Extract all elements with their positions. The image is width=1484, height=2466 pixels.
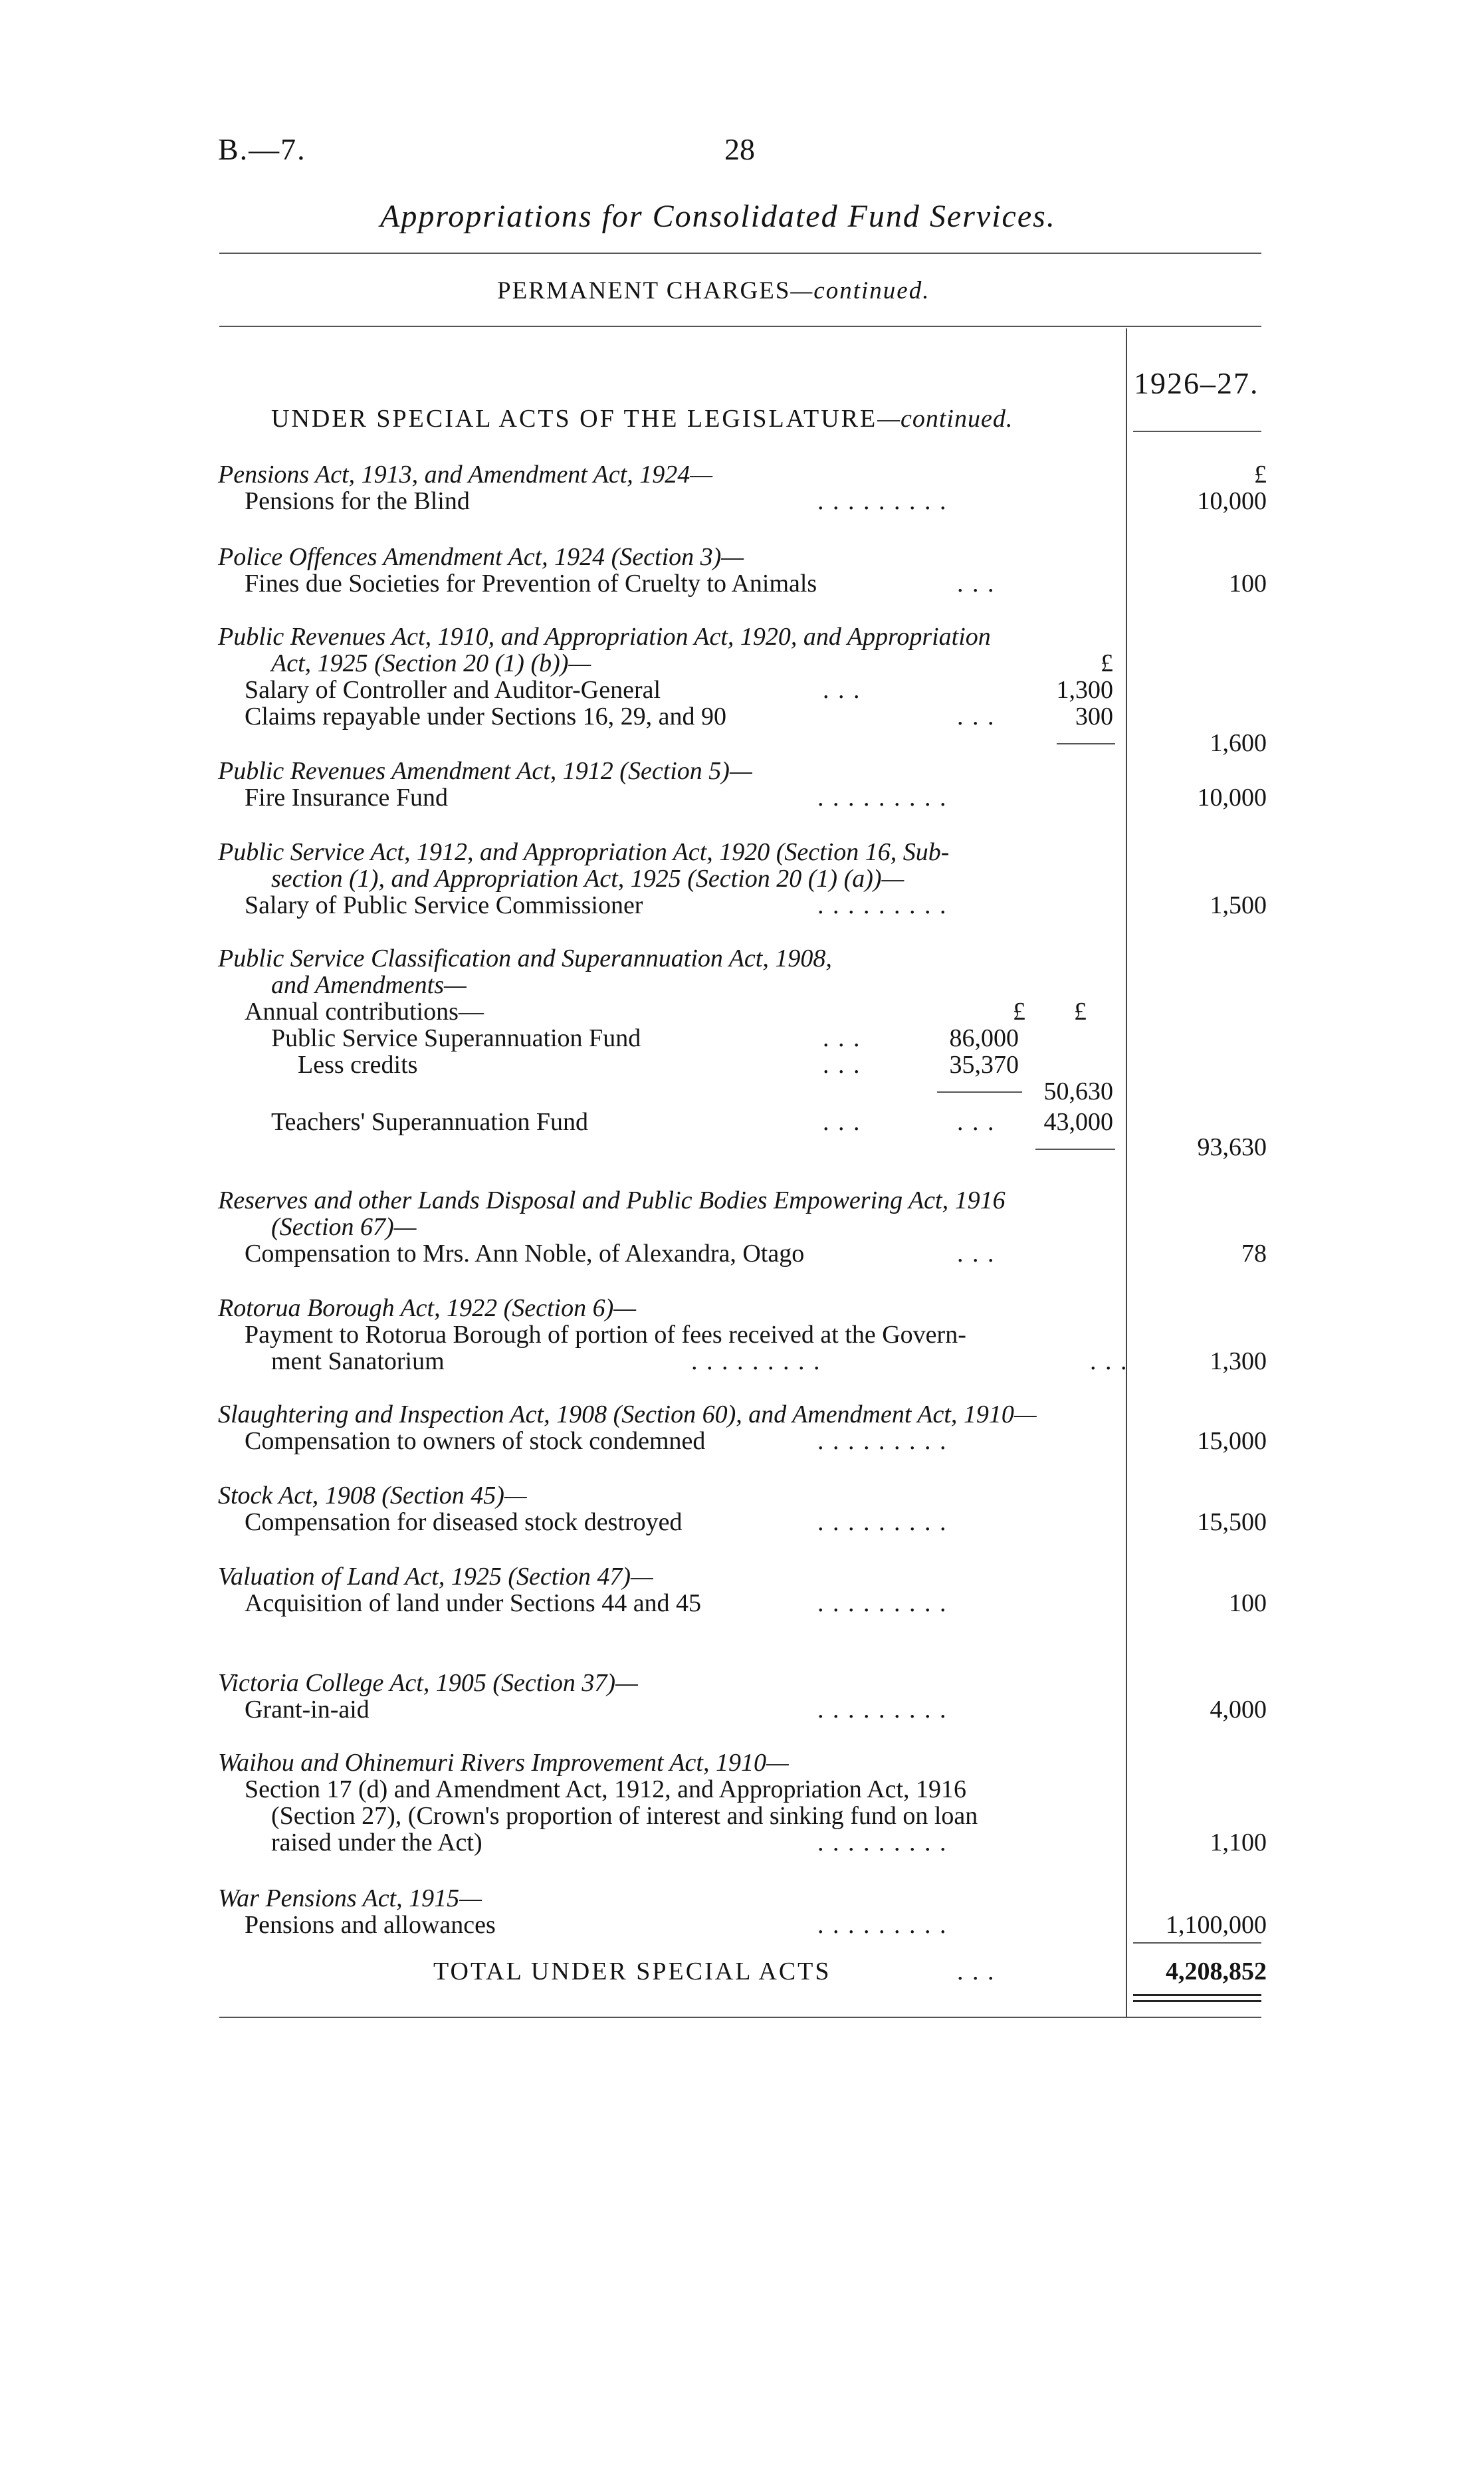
leader-dots: . . . [957, 1240, 996, 1268]
teachers-fund-label: Teachers' Superannuation Fund [271, 1108, 588, 1136]
section-heading-text: UNDER SPECIAL ACTS OF THE LEGISLATURE [271, 405, 878, 433]
classification-heading-2: and Amendments— [271, 971, 467, 999]
waihou-item-3: raised under the Act) [271, 1829, 482, 1856]
leader-dots: . . . . . . . . . [817, 1508, 948, 1536]
less-credits-amount: 35,370 [949, 1051, 1019, 1079]
leader-dots: . . . [957, 1108, 996, 1136]
stock-act-heading: Stock Act, 1908 (Section 45)— [218, 1482, 527, 1510]
war-pensions-heading: War Pensions Act, 1915— [218, 1884, 482, 1912]
title-rule [219, 253, 1261, 254]
public-service-amount: 1,500 [1210, 891, 1267, 919]
reserves-amount: 78 [1241, 1240, 1267, 1268]
leader-dots: . . . [823, 676, 861, 704]
public-revenues-item-2: Claims repayable under Sections 16, 29, and 90 [245, 703, 727, 730]
pensions-act-heading: Pensions Act, 1913, and Amendment Act, 1924— [218, 461, 713, 489]
public-service-heading-2: section (1), and Appropriation Act, 1925 (Section 20 (1) (a))— [271, 865, 904, 893]
sub-pound-sign: £ [1074, 998, 1087, 1026]
classification-heading-1: Public Service Classification and Superannuation Act, 1908, [218, 945, 832, 972]
leader-dots: . . . [1090, 1347, 1128, 1375]
year-column-header: 1926–27. [1134, 366, 1259, 400]
page-subtitle [497, 277, 930, 305]
leader-dots: . . . . . . . . . [817, 1829, 948, 1856]
slaughtering-heading: Slaughtering and Inspection Act, 1908 (Section 60), and Amendment Act, 1910— [218, 1401, 1037, 1428]
public-revenues-item-2-amount: 300 [1075, 703, 1113, 730]
public-revenues-item-1-amount: 1,300 [1056, 676, 1113, 704]
leader-dots: . . . . . . . . . [817, 487, 948, 515]
superannuation-fund-amount: 86,000 [949, 1024, 1019, 1052]
page-title: Appropriations for Consolidated Fund Services. [380, 199, 1056, 234]
public-revenues-amendment-heading: Public Revenues Amendment Act, 1912 (Section 5)— [218, 757, 752, 785]
subtitle-continued: —continued. [790, 277, 930, 304]
war-pensions-amount: 1,100,000 [1166, 1911, 1267, 1939]
pensions-act-item: Pensions for the Blind [245, 487, 470, 515]
rotorua-item-1: Payment to Rotorua Borough of portion of fees received at the Govern- [245, 1321, 966, 1349]
annual-contributions-label: Annual contributions— [245, 998, 484, 1026]
valuation-amount: 100 [1229, 1589, 1267, 1617]
rotorua-amount: 1,300 [1210, 1347, 1267, 1375]
document-reference: B.—7. [218, 132, 306, 166]
superannuation-net-amount: 50,630 [1043, 1077, 1113, 1105]
rotorua-heading: Rotorua Borough Act, 1922 (Section 6)— [218, 1294, 637, 1322]
victoria-college-amount: 4,000 [1210, 1696, 1267, 1724]
valuation-item: Acquisition of land under Sections 44 and 45 [245, 1589, 702, 1617]
section-heading [271, 405, 1013, 432]
sub-pound-sign: £ [1101, 649, 1113, 677]
leader-dots: . . . . . . . . . [817, 1696, 948, 1724]
subtitle-rule [219, 326, 1261, 327]
valuation-heading: Valuation of Land Act, 1925 (Section 47)— [218, 1563, 653, 1591]
public-revenues-heading-2: Act, 1925 (Section 20 (1) (b))— [271, 649, 591, 677]
classification-amount: 93,630 [1197, 1133, 1267, 1161]
police-offences-amount: 100 [1229, 570, 1267, 598]
total-amount: 4,208,852 [1166, 1958, 1267, 1985]
leader-dots: . . . . . . . . . [817, 1427, 948, 1455]
leader-dots: . . . . . . . . . [817, 1589, 948, 1617]
teachers-fund-amount: 43,000 [1043, 1108, 1113, 1136]
slaughtering-amount: 15,000 [1197, 1427, 1267, 1455]
section-heading-continued: —continued. [877, 405, 1013, 433]
waihou-item-2: (Section 27), (Crown's proportion of interest and sinking fund on loan [271, 1802, 978, 1830]
public-revenues-amendment-amount: 10,000 [1197, 784, 1267, 812]
total-double-rule [1133, 1994, 1261, 2002]
sub-pound-sign: £ [1013, 998, 1025, 1026]
total-rule [1133, 1942, 1261, 1944]
leader-dots: . . . . . . . . . [817, 891, 948, 919]
public-revenues-amount: 1,600 [1210, 729, 1267, 757]
waihou-item-1: Section 17 (d) and Amendment Act, 1912, and Appropriation Act, 1916 [245, 1775, 967, 1803]
public-revenues-heading-1: Public Revenues Act, 1910, and Appropriation Act, 1920, and Appropriation [218, 623, 991, 651]
subtotal-rule [1035, 1149, 1115, 1150]
subtotal-rule [1057, 743, 1115, 744]
waihou-heading: Waihou and Ohinemuri Rivers Improvement Act, 1910— [218, 1749, 789, 1777]
leader-dots: . . . [823, 1024, 861, 1052]
public-revenues-amendment-item: Fire Insurance Fund [245, 784, 449, 812]
leader-dots: . . . [957, 570, 996, 598]
victoria-college-heading: Victoria College Act, 1905 (Section 37)— [218, 1669, 638, 1697]
leader-dots: . . . [823, 1051, 861, 1079]
reserves-item: Compensation to Mrs. Ann Noble, of Alexandra, Otago [245, 1240, 805, 1268]
superannuation-fund-label: Public Service Superannuation Fund [271, 1024, 641, 1052]
reserves-heading-1: Reserves and other Lands Disposal and Public Bodies Empowering Act, 1916 [218, 1186, 1006, 1214]
reserves-heading-2: (Section 67)— [271, 1213, 417, 1241]
war-pensions-item: Pensions and allowances [245, 1911, 496, 1939]
leader-dots: . . . . . . . . . [691, 1347, 821, 1375]
stock-act-item: Compensation for diseased stock destroyed [245, 1508, 683, 1536]
leader-dots: . . . . . . . . . [817, 784, 948, 812]
leader-dots: . . . [823, 1108, 861, 1136]
bottom-rule [219, 2017, 1261, 2018]
leader-dots: . . . . . . . . . [817, 1911, 948, 1939]
police-offences-item: Fines due Societies for Prevention of Cruelty to Animals [245, 570, 817, 598]
amount-column-divider [1126, 328, 1127, 2017]
police-offences-heading: Police Offences Amendment Act, 1924 (Section 3)— [218, 543, 744, 571]
public-service-heading-1: Public Service Act, 1912, and Appropriation Act, 1920 (Section 16, Sub- [218, 838, 950, 866]
rotorua-item-2: ment Sanatorium [271, 1347, 445, 1375]
public-service-item: Salary of Public Service Commissioner [245, 891, 643, 919]
waihou-amount: 1,100 [1210, 1829, 1267, 1856]
less-credits-label: Less credits [298, 1051, 418, 1079]
page-number: 28 [724, 132, 755, 166]
leader-dots: . . . [957, 703, 996, 730]
slaughtering-item: Compensation to owners of stock condemned [245, 1427, 706, 1455]
stock-act-amount: 15,500 [1197, 1508, 1267, 1536]
victoria-college-item: Grant-in-aid [245, 1696, 370, 1724]
leader-dots: . . . [957, 1958, 996, 1985]
public-revenues-item-1: Salary of Controller and Auditor-General [245, 676, 661, 704]
total-label: TOTAL UNDER SPECIAL ACTS [433, 1958, 831, 1985]
year-header-rule [1133, 431, 1261, 432]
subtotal-rule [937, 1091, 1022, 1093]
pensions-act-amount: 10,000 [1197, 487, 1267, 515]
pound-sign: £ [1254, 461, 1267, 489]
subtitle-text: PERMANENT CHARGES [497, 277, 791, 304]
